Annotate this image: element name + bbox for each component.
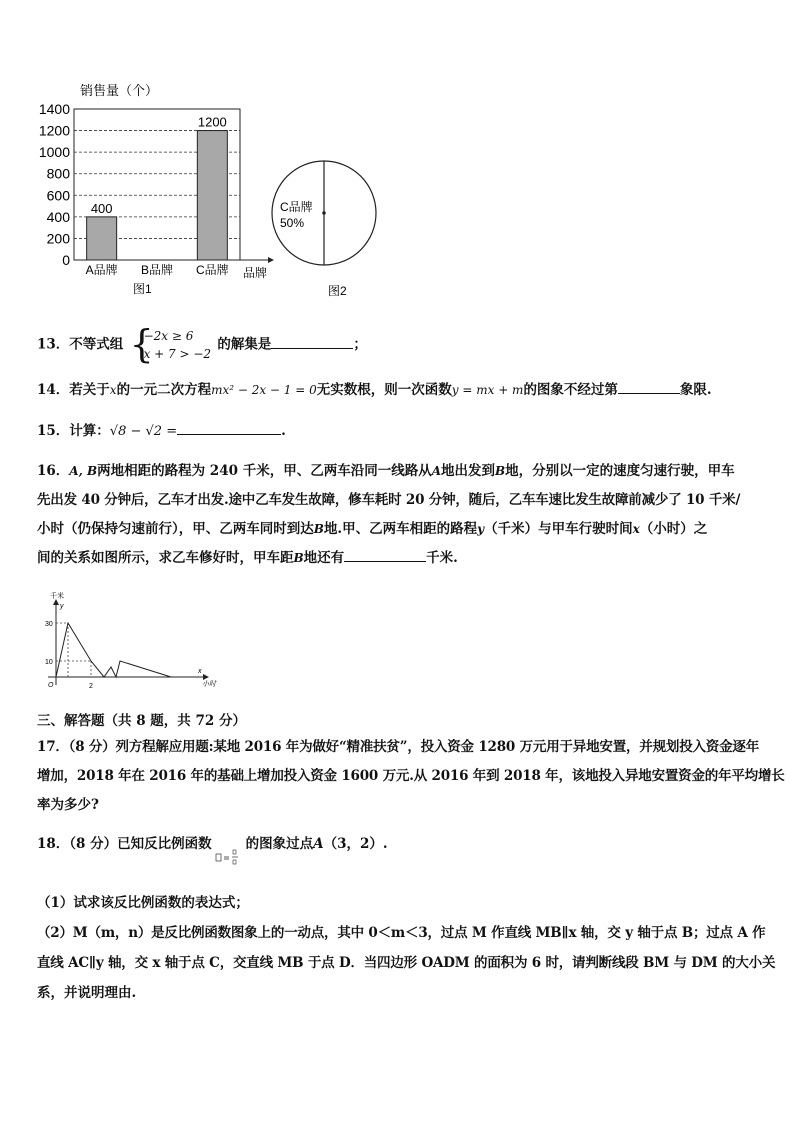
q17-line1: 17．（8 分）列方程解应用题:某地 2016 年为做好“精准扶贫”，投入资金 1280 万元用于异地安置，并规划投入资金逐年 (37, 739, 759, 755)
q16-l4B: B (293, 551, 304, 565)
q14-eq: mx² − 2x − 1 = 0 (211, 383, 317, 397)
q13-suffix: 的解集是 (217, 336, 272, 353)
x-axis-label: 品牌 (243, 266, 268, 280)
q13-brace: { (129, 322, 154, 366)
q16-l4a: 间的关系如图所示，求乙车修好时，甲车距 (37, 550, 294, 566)
q16-l4c: 千米. (426, 550, 458, 566)
q16-line3 (37, 515, 759, 544)
bar (197, 131, 227, 260)
question-14 (37, 379, 712, 400)
q16-l3b: 地.甲、乙两车相距的路程 (323, 521, 478, 537)
graph-ylabel-var: y (60, 603, 64, 610)
q16-answer-blank[interactable] (344, 547, 426, 562)
question-16 (37, 457, 759, 573)
q14-b: 的一元二次方程 (116, 382, 212, 398)
graph-ytick-10: 10 (45, 659, 53, 666)
q16-l3x: x (632, 522, 640, 536)
figure2-pie-chart (270, 150, 385, 300)
q14-var: x (109, 383, 117, 397)
graph-xlabel: 小时 (202, 681, 216, 688)
ytick-label: 1400 (38, 101, 70, 117)
q18-function-image (212, 834, 246, 868)
q15-expr: √8 − √2 = (109, 424, 178, 439)
y-axis-label: 销售量（个） (80, 83, 159, 98)
bar-value-label: 1200 (197, 114, 227, 130)
graph-origin: O (48, 682, 54, 689)
q14-fn: y = mx + m (451, 383, 524, 397)
q16-l1B: B (495, 464, 506, 478)
ytick-label: 1200 (38, 122, 70, 139)
q15-end: . (281, 423, 286, 439)
q14-answer-blank[interactable] (618, 379, 680, 394)
ytick-label: 800 (46, 165, 70, 182)
graph-xtick-2: 2 (89, 683, 93, 690)
q14-c: 无实数根，则一次函数 (316, 382, 452, 398)
q17-line2: 增加，2018 年在 2016 年的基础上增加投入资金 1600 万元.从 2016 年到 2018 年，该地投入异地安置资金的年平均增长 (37, 768, 785, 784)
ytick-label: 400 (46, 208, 70, 225)
q16-graph (36, 592, 226, 697)
q13-answer-blank[interactable] (271, 334, 353, 349)
q13-end: ； (353, 336, 367, 353)
q16-l1A: A (431, 464, 442, 478)
figure1-caption: 图1 (133, 282, 152, 296)
q16-l3d: （小时）之 (639, 521, 708, 537)
section3-title: 三、解答题（共 8 题，共 72 分） (37, 713, 246, 729)
q18-part2-line1: （2）M（m，n）是反比例函数图象上的一动点，其中 0＜m＜3，过点 M 作直线 MB∥x 轴，交 y 轴于点 B；过点 A 作 (37, 925, 766, 941)
q15-answer-blank[interactable] (177, 420, 281, 435)
q16-l1d: 地，分别以一定的速度匀速行驶，甲车 (505, 463, 735, 479)
xtick-label: A品牌 (85, 263, 118, 277)
q18-c: （3，2）. (323, 836, 388, 852)
q13-prefix: 13．不等式组 (37, 336, 124, 353)
pie-center (322, 211, 326, 215)
pie-slice-label: C品牌 (280, 200, 313, 214)
q18-pt: A (313, 836, 324, 852)
q18-part2-line2: 直线 AC∥y 轴，交 x 轴于点 C，交直线 MB 于点 D．当四边形 OADM 的面积为 6 时，请判断线段 BM 与 DM 的大小关 (37, 955, 776, 971)
question-18 (37, 834, 388, 868)
ytick-label: 200 (46, 230, 70, 247)
pie-slice-percent: 50% (280, 216, 305, 230)
graph-line (56, 623, 171, 677)
bar-chart-bars (87, 115, 228, 260)
q16-l3B: B (313, 522, 324, 536)
bar-chart-xticks (86, 262, 229, 277)
question-13 (37, 322, 367, 366)
q16-l1a: 16． (37, 463, 70, 479)
q14-e: 象限. (679, 382, 712, 398)
ytick-label: 0 (62, 252, 70, 268)
q16-l4b: 地还有 (303, 550, 345, 566)
q16-l3a: 小时（仍保持匀速前行），甲、乙两车同时到达 (37, 521, 314, 537)
bar (87, 217, 117, 260)
q18-b: 的图象过点 (245, 836, 314, 852)
q14-d: 的图象不经过第 (523, 382, 618, 398)
question-18-parts (37, 888, 776, 1008)
q18-part2-line3: 系，并说明理由. (37, 985, 137, 1001)
graph-ylabel: 千米 (50, 593, 64, 600)
q14-a: 14．若关于 (37, 382, 110, 398)
question-17 (37, 733, 785, 820)
q15-a: 15．计算： (37, 423, 110, 439)
q18-part1: （1）试求该反比例函数的表达式； (37, 895, 249, 911)
q16-l3y: y (477, 522, 485, 536)
graph-xlabel-var: x (198, 668, 202, 675)
figure1-bar-chart (30, 75, 280, 300)
figure2-caption: 图2 (328, 284, 347, 298)
graph-ytick-30: 30 (45, 621, 53, 628)
q13-line2: x + 7 > −2 (143, 347, 212, 361)
q16-line4 (37, 544, 759, 573)
xtick-label: B品牌 (140, 263, 174, 277)
q16-line2: 先出发 40 分钟后，乙车才出发.途中乙车发生故障，修车耗时 20 分钟，随后，乙车车速比发生故障前减少了 10 千米/ (37, 492, 741, 508)
q16-vars: A, B (69, 464, 98, 478)
q16-l3c: （千米）与甲车行驶时间 (484, 521, 633, 537)
bar-value-label: 400 (90, 200, 113, 216)
ytick-label: 600 (46, 187, 70, 204)
q17-line3: 率为多少? (37, 797, 99, 813)
q13-system (129, 322, 212, 366)
q13-line1: −2x ≥ 6 (143, 329, 194, 343)
q16-line1 (37, 457, 759, 486)
q16-l1b: 两地相距的路程为 240 千米，甲、乙两车沿同一线路从 (97, 463, 432, 479)
bar-chart-yticks (39, 101, 70, 268)
q18-a: 18．（8 分）已知反比例函数 (37, 836, 212, 852)
xtick-label: C品牌 (195, 263, 229, 277)
q16-l1c: 地出发到 (441, 463, 496, 479)
ytick-label: 1000 (38, 144, 70, 161)
question-15 (37, 420, 286, 442)
